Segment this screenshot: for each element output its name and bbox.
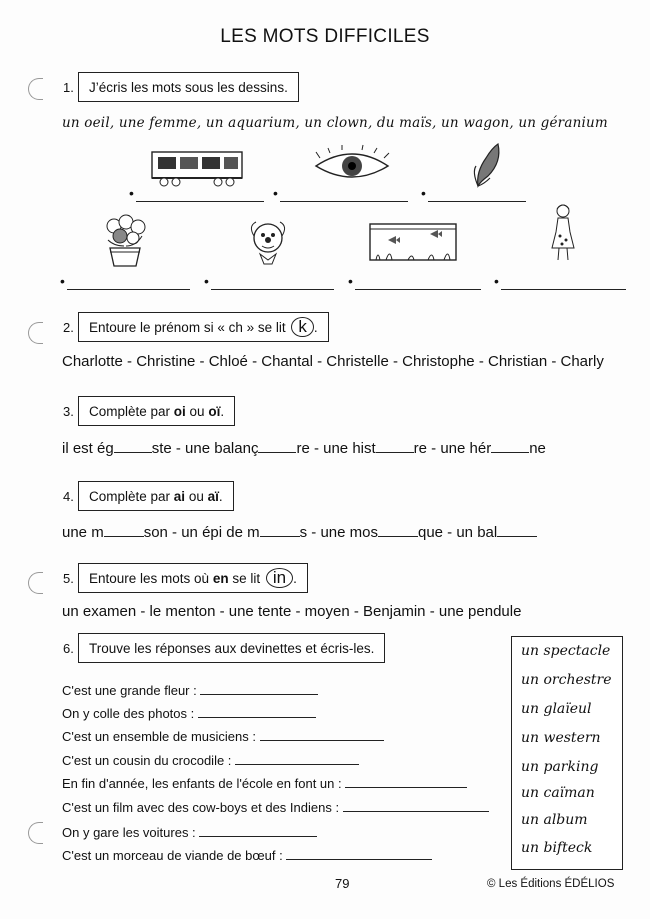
exercise-5-text: Entoure les mots où: [89, 571, 213, 586]
riddle-6: [62, 797, 489, 815]
exercise-3-instruction: [78, 396, 235, 426]
exercise-3-fragment: ne: [529, 440, 546, 457]
answer-bullet: •: [204, 273, 209, 289]
exercise-2-number: 2.: [63, 320, 74, 335]
riddle-8: [62, 845, 432, 863]
binder-hole-2: [28, 322, 43, 344]
exercise-5-number: 5.: [63, 571, 74, 586]
exercise-5-sound: en: [212, 571, 229, 586]
answer-bullet: •: [273, 185, 278, 201]
exercise-3-fragment: re - une hist: [296, 440, 376, 457]
exercise-3-fragment: ste - une balanç: [151, 440, 259, 457]
riddle-text: C'est un film avec des cow-boys et des Indiens :: [62, 800, 340, 815]
exercise-3-text: .: [220, 404, 225, 419]
riddle-text: C'est un cousin du crocodile :: [62, 753, 232, 768]
word-bank-item: un bifteck: [521, 840, 593, 856]
copyright: © Les Éditions ÉDÉLIOS: [487, 878, 615, 890]
eye-picture: [312, 148, 392, 184]
riddle-text: C'est une grande fleur :: [62, 683, 197, 698]
aquarium-picture: [368, 220, 458, 262]
exercise-4-fragment: une m: [62, 524, 104, 541]
exercise-3-fragment: re - une hér: [413, 440, 492, 457]
exercise-3-blank[interactable]: [376, 438, 414, 453]
riddle-text: C'est un ensemble de musiciens :: [62, 729, 256, 744]
riddle-answer-blank[interactable]: [260, 726, 384, 741]
exercise-6-instruction: Trouve les réponses aux devinettes et écris-les.: [78, 633, 385, 663]
binder-hole-3: [28, 572, 43, 594]
exercise-5-end: .: [293, 571, 297, 586]
riddle-5: [62, 773, 467, 791]
exercise-1-number: 1.: [63, 80, 74, 95]
exercise-5-words[interactable]: un examen - le menton - une tente - moyen - Benjamin - une pendule: [62, 603, 522, 620]
answer-bullet: •: [348, 273, 353, 289]
answer-line-wagon[interactable]: [136, 189, 264, 202]
riddle-text: C'est un morceau de viande de bœuf :: [62, 848, 283, 863]
riddle-answer-blank[interactable]: [235, 750, 359, 765]
riddle-answer-blank[interactable]: [198, 703, 316, 718]
word-bank-item: un album: [521, 812, 588, 828]
riddle-answer-blank[interactable]: [286, 845, 432, 860]
page-number: 79: [335, 876, 350, 891]
word-bank-item: un western: [521, 730, 601, 746]
wagon-picture: [150, 148, 246, 188]
corn-picture: [470, 142, 506, 190]
exercise-4-fragment: que - un bal: [417, 524, 498, 541]
page-title: LES MOTS DIFFICILES: [220, 26, 430, 47]
binder-hole-4: [28, 822, 43, 844]
riddle-4: [62, 750, 359, 768]
exercise-4-text: Complète par: [89, 489, 174, 504]
exercise-3-blank[interactable]: [258, 438, 296, 453]
riddle-3: [62, 726, 384, 744]
answer-bullet: •: [494, 273, 499, 289]
exercise-4-blank[interactable]: [378, 522, 418, 537]
answer-bullet: •: [129, 185, 134, 201]
riddle-2: [62, 703, 316, 721]
geranium-picture: [100, 214, 150, 268]
woman-picture: [548, 202, 578, 264]
exercise-6-number: 6.: [63, 641, 74, 656]
exercise-2-names[interactable]: Charlotte - Christine - Chloé - Chantal - Christelle - Christophe - Christian - Charly: [62, 353, 604, 370]
exercise-3-text: Complète par: [89, 404, 174, 419]
word-bank-item: un caïman: [521, 785, 595, 801]
exercise-4-text: ou: [185, 489, 208, 504]
word-bank-item: un orchestre: [521, 672, 612, 688]
riddle-text: En fin d'année, les enfants de l'école en font un :: [62, 776, 342, 791]
exercise-3-number: 3.: [63, 404, 74, 419]
exercise-4-text: .: [218, 489, 223, 504]
exercise-3-blank[interactable]: [491, 438, 529, 453]
riddle-answer-blank[interactable]: [199, 822, 317, 837]
exercise-2-instruction: [78, 312, 329, 342]
answer-line-geranium[interactable]: [67, 277, 190, 290]
sound-bubble-k: k: [291, 317, 314, 337]
riddle-1: [62, 680, 318, 698]
exercise-3-option-2: oï: [208, 404, 221, 419]
answer-line-eye[interactable]: [280, 189, 408, 202]
answer-line-corn[interactable]: [428, 189, 526, 202]
exercise-1-instruction: J’écris les mots sous les dessins.: [78, 72, 299, 102]
sound-bubble-in: in: [266, 568, 293, 588]
exercise-2-end: .: [313, 320, 318, 335]
exercise-4-number: 4.: [63, 489, 74, 504]
exercise-4-fragment: son - un épi de m: [143, 524, 260, 541]
exercise-4-option-2: aï: [207, 489, 219, 504]
word-bank-item: un spectacle: [521, 643, 611, 659]
exercise-4-blank[interactable]: [104, 522, 144, 537]
exercise-4-sentence: [62, 522, 537, 541]
riddle-text: On y colle des photos :: [62, 706, 195, 721]
riddle-answer-blank[interactable]: [200, 680, 318, 695]
exercise-5-instruction: [78, 563, 308, 593]
answer-line-woman[interactable]: [501, 277, 626, 290]
answer-line-clown[interactable]: [211, 277, 334, 290]
exercise-4-fragment: s - une mos: [299, 524, 378, 541]
exercise-2-text: Entoure le prénom si « ch » se lit: [89, 320, 286, 335]
exercise-1-word-list: un oeil, une femme, un aquarium, un clown, du maïs, un wagon, un géranium: [62, 115, 608, 131]
exercise-5-text: se lit: [228, 571, 261, 586]
riddle-7: [62, 822, 317, 840]
exercise-3-fragment: il est ég: [62, 440, 114, 457]
exercise-4-option-1: ai: [173, 489, 186, 504]
answer-bullet: •: [421, 185, 426, 201]
riddle-answer-blank[interactable]: [343, 797, 489, 812]
word-bank-item: un glaïeul: [521, 701, 592, 717]
exercise-3-sentence: [62, 438, 546, 457]
exercise-4-blank[interactable]: [497, 522, 537, 537]
clown-picture: [244, 216, 292, 266]
exercise-3-option-1: oi: [173, 404, 186, 419]
answer-bullet: •: [60, 273, 65, 289]
exercise-4-blank[interactable]: [260, 522, 300, 537]
exercise-3-text: ou: [185, 404, 209, 419]
riddle-answer-blank[interactable]: [345, 773, 467, 788]
exercise-4-instruction: [78, 481, 234, 511]
riddle-text: On y gare les voitures :: [62, 825, 196, 840]
word-bank-item: un parking: [521, 759, 599, 775]
exercise-3-blank[interactable]: [114, 438, 152, 453]
answer-line-aquarium[interactable]: [355, 277, 481, 290]
binder-hole-1: [28, 78, 43, 100]
